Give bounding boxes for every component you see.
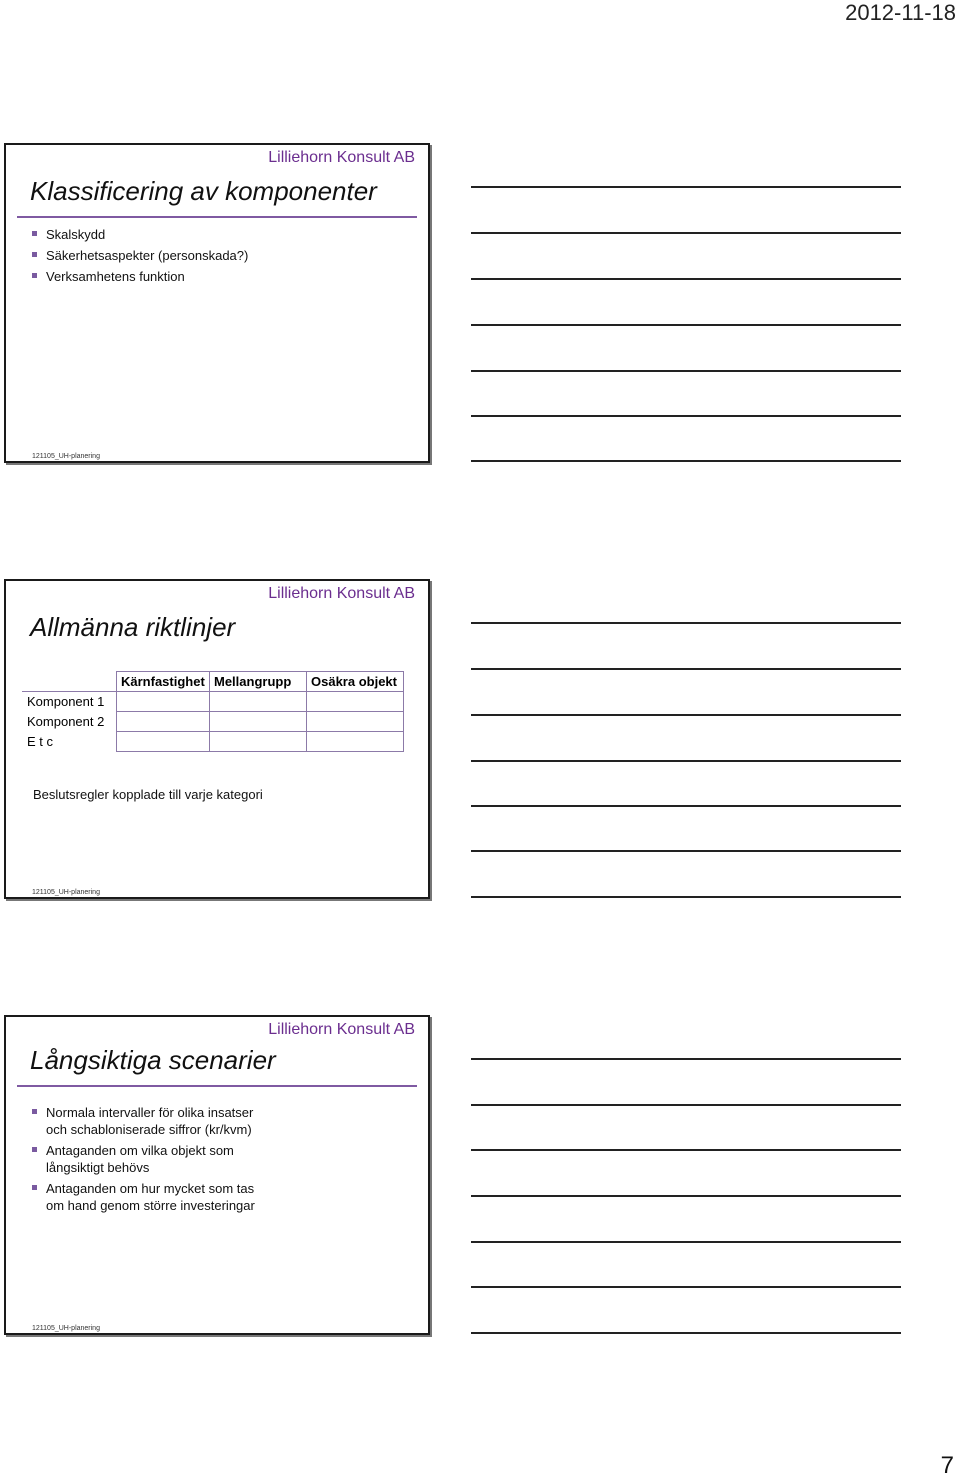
note-line bbox=[471, 370, 901, 372]
bullet-item: Skalskydd bbox=[32, 226, 248, 243]
slide-title: Långsiktiga scenarier bbox=[30, 1045, 276, 1075]
table-cell bbox=[210, 692, 307, 712]
table-cell bbox=[307, 712, 404, 732]
note-line bbox=[471, 1286, 901, 1288]
bullet-item: Normala intervaller för olika insatser och schabloniserade siffror (kr/kvm) bbox=[32, 1104, 255, 1138]
bullet-square-icon bbox=[32, 231, 37, 236]
note-line bbox=[471, 760, 901, 762]
bullet-square-icon bbox=[32, 1147, 37, 1152]
table-header: Mellangrupp bbox=[210, 672, 307, 692]
table-cell bbox=[117, 692, 210, 712]
table-cell bbox=[307, 692, 404, 712]
note-line bbox=[471, 805, 901, 807]
note-line bbox=[471, 1241, 901, 1243]
bullet-square-icon bbox=[32, 273, 37, 278]
note-line bbox=[471, 324, 901, 326]
slide-2 bbox=[4, 579, 430, 899]
slide-title: Allmänna riktlinjer bbox=[30, 612, 236, 642]
row-label: Komponent 1 bbox=[23, 692, 117, 712]
bullet-square-icon bbox=[32, 1109, 37, 1114]
bullet-list bbox=[32, 1104, 255, 1218]
table-cell bbox=[210, 732, 307, 752]
table-row bbox=[23, 692, 404, 712]
page-date: 2012-11-18 bbox=[845, 0, 956, 25]
title-rule bbox=[17, 216, 417, 218]
slide-footer: 121105_UH-planering bbox=[32, 889, 100, 896]
slide-footer: 121105_UH-planering bbox=[32, 453, 100, 460]
bullet-item: Verksamhetens funktion bbox=[32, 268, 248, 285]
note-line bbox=[471, 714, 901, 716]
bullet-square-icon bbox=[32, 1185, 37, 1190]
note-line bbox=[471, 1332, 901, 1334]
note-line bbox=[471, 460, 901, 462]
slide-3 bbox=[4, 1015, 430, 1335]
slide-title: Klassificering av komponenter bbox=[30, 176, 377, 206]
note-line bbox=[471, 186, 901, 188]
note-line bbox=[471, 232, 901, 234]
company-name: Lilliehorn Konsult AB bbox=[268, 585, 415, 602]
bullet-square-icon bbox=[32, 252, 37, 257]
slide-footer: 121105_UH-planering bbox=[32, 1325, 100, 1332]
slide-text: Beslutsregler kopplade till varje kategori bbox=[33, 787, 263, 802]
table-header: Kärnfastighet bbox=[117, 672, 210, 692]
note-line bbox=[471, 850, 901, 852]
classification-table bbox=[22, 671, 404, 752]
table-cell bbox=[117, 732, 210, 752]
bullet-list bbox=[32, 226, 248, 289]
note-line bbox=[471, 1104, 901, 1106]
bullet-item: Säkerhetsaspekter (personskada?) bbox=[32, 247, 248, 264]
table-row bbox=[23, 712, 404, 732]
note-line bbox=[471, 622, 901, 624]
table-cell bbox=[210, 712, 307, 732]
note-line bbox=[471, 415, 901, 417]
bullet-item: Antaganden om vilka objekt som långsiktigt behövs bbox=[32, 1142, 255, 1176]
row-label: E t c bbox=[23, 732, 117, 752]
bullet-item: Antaganden om hur mycket som tas om hand genom större investeringar bbox=[32, 1180, 255, 1214]
note-line bbox=[471, 278, 901, 280]
company-name: Lilliehorn Konsult AB bbox=[268, 1021, 415, 1038]
note-line bbox=[471, 1195, 901, 1197]
row-label: Komponent 2 bbox=[23, 712, 117, 732]
table-corner bbox=[23, 672, 117, 692]
note-line bbox=[471, 1058, 901, 1060]
table-header: Osäkra objekt bbox=[307, 672, 404, 692]
note-line bbox=[471, 896, 901, 898]
title-rule bbox=[17, 1085, 417, 1087]
table-row bbox=[23, 732, 404, 752]
slide-1 bbox=[4, 143, 430, 463]
note-line bbox=[471, 668, 901, 670]
company-name: Lilliehorn Konsult AB bbox=[268, 149, 415, 166]
page-number: 7 bbox=[940, 1452, 954, 1479]
table-cell bbox=[117, 712, 210, 732]
note-line bbox=[471, 1149, 901, 1151]
table-cell bbox=[307, 732, 404, 752]
